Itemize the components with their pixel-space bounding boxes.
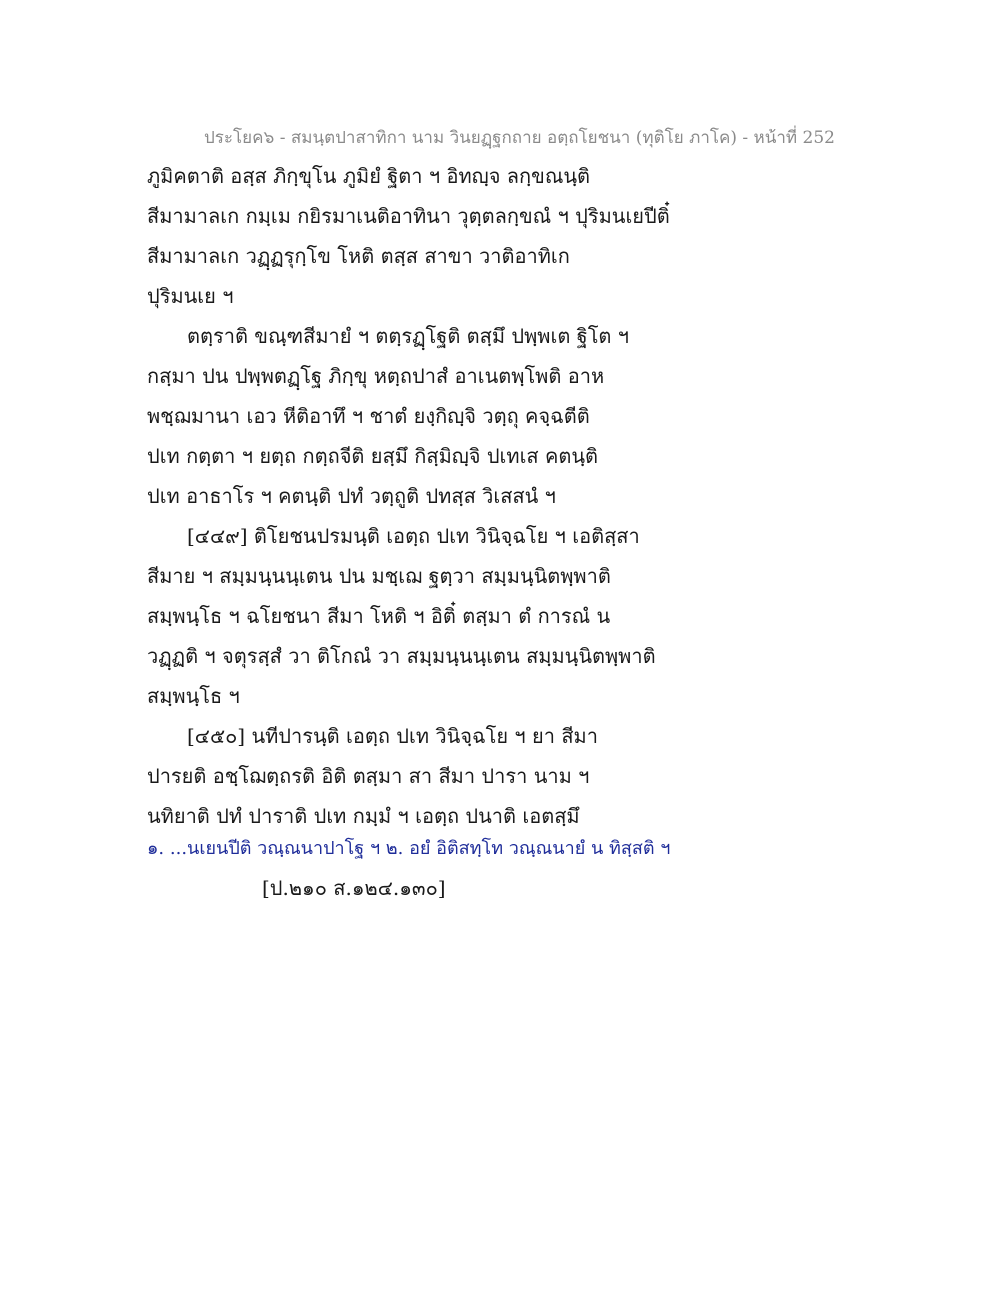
text-line: ปุริมนเย ฯ	[147, 284, 234, 308]
text-line: สีมาย ฯ สมฺมนฺนนฺเตน ปน มชฺเฌ ฐตฺวา สมฺมนฺนิตพฺพาติ	[147, 564, 611, 588]
text-line: นทิยาติ ปทํ ปาราติ ปเท กมฺมํ ฯ เอตฺถ ปนาติ เอตสฺมึ	[147, 804, 580, 828]
text-line: พชฺฌมานา เอว หีติอาทึ ฯ ชาตํ ยงฺกิญฺจิ วตฺถุ คจฺฉตีติ	[147, 404, 590, 428]
page-reference: [ป.๒๑๐ ส.๑๒๔.๑๓๐]	[262, 876, 446, 900]
text-line: กสฺมา ปน ปพฺพตฏฺโฐ ภิกฺขุ หตฺถปาสํ อาเนตพฺโพติ อาห	[147, 364, 605, 388]
text-line: ปเท อาธาโร ฯ คตนฺติ ปทํ วตฺถูติ ปทสฺส วิเสสนํ ฯ	[147, 484, 556, 508]
text-line: ปารยติ อชฺโฌตฺถรติ อิติ ตสฺมา สา สีมา ปารา นาม ฯ	[147, 764, 590, 788]
text-line: สมฺพนฺโธ ฯ ฉโยชนา สีมา โหติ ฯ อิติ๋ ตสฺมา ตํ การณํ น	[147, 604, 611, 628]
text-line: สีมามาลเก วฏฺฏรุกฺโข โหติ ตสฺส สาขา วาติอาทิเก	[147, 244, 570, 268]
text-line: สีมามาลเก กมฺเม กยิรมาเนติอาทินา วุตฺตลกฺขณํ ฯ ปุริมนเยปีติ๋	[147, 204, 670, 228]
page-header: ประโยค๖ - สมนฺตปาสาทิกา นาม วินยฏฺฐกถาย อตฺถโยชนา (ทุติโย ภาโค) - หน้าที่ 252	[204, 128, 835, 148]
paragraph-start-line: ตตฺราติ ขณฺฑสีมายํ ฯ ตตฺรฏฺโฐติ ตสฺมึ ปพฺพเต ฐิโต ฯ	[187, 324, 630, 348]
text-line: ปเท กตฺตา ฯ ยตฺถ กตฺถจีติ ยสฺมึ กิสฺมิญฺจิ ปเทเส คตนฺติ	[147, 444, 599, 468]
paragraph-start-line: [๔๔๙] ติโยชนปรมนฺติ เอตฺถ ปเท วินิจฺฉโย ฯ เอติสฺสา	[187, 524, 640, 548]
text-line: สมฺพนฺโธ ฯ	[147, 684, 240, 708]
text-line: วฏฺฏติ ฯ จตุรสฺสํ วา ติโกณํ วา สมฺมนฺนนฺเตน สมฺมนฺนิตพฺพาติ	[147, 644, 656, 668]
footnote: ๑. ...นเยนปีติ วณฺณนาปาโฐ ฯ ๒. อยํ อิติสทฺโท วณฺณนายํ น ทิสฺสติ ฯ	[147, 838, 671, 859]
paragraph-start-line: [๔๕๐] นทีปารนฺติ เอตฺถ ปเท วินิจฺฉโย ฯ ยา สีมา	[187, 724, 598, 748]
body-text	[147, 160, 847, 840]
text-line: ภูมิคตาติ อสฺส ภิกฺขุโน ภูมิยํ ฐิตา ฯ อิทญฺจ ลกฺขณนฺติ	[147, 164, 591, 188]
